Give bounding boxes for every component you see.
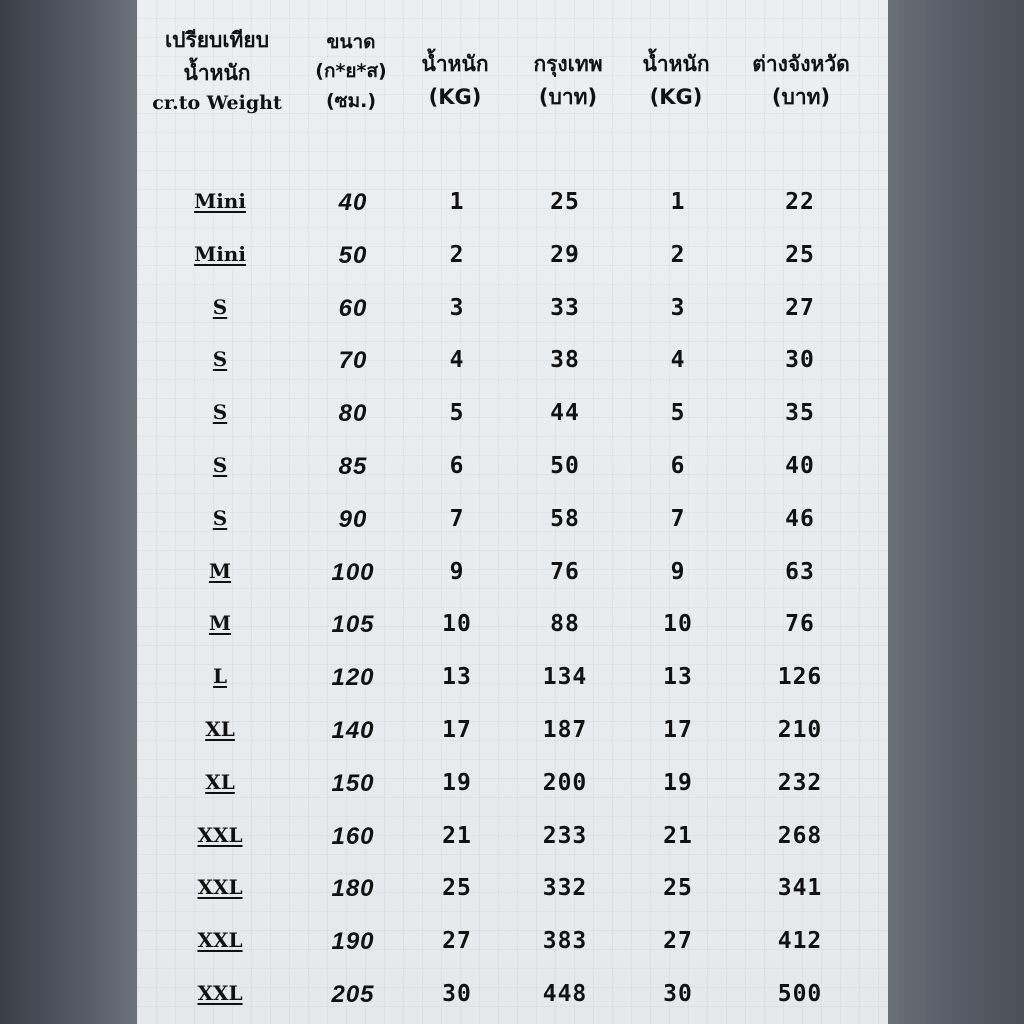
cell-dimension: 160 <box>331 823 375 850</box>
cell-price-bangkok: 25 <box>550 189 580 215</box>
cell-weight-bangkok: 10 <box>442 611 472 637</box>
header-price-bangkok-line1: กรุงเทพ <box>533 52 603 76</box>
cell-price-bangkok: 33 <box>550 295 580 321</box>
header-compare-weight-line1: เปรียบเทียบ <box>164 28 270 52</box>
cell-size-label: L <box>212 664 228 688</box>
cell-dimension: 105 <box>331 611 375 638</box>
cell-size-label: XXL <box>197 875 243 899</box>
cell-weight-province: 19 <box>663 770 693 796</box>
cell-dimension: 120 <box>331 664 375 691</box>
header-size-line3: (ซม.) <box>325 89 377 112</box>
cell-price-province: 268 <box>777 823 823 849</box>
cell-weight-province: 10 <box>663 611 693 637</box>
cell-price-bangkok: 332 <box>542 875 588 901</box>
cell-weight-province: 25 <box>663 875 693 901</box>
cell-size-label: Mini <box>194 242 246 266</box>
cell-price-bangkok: 44 <box>550 400 580 426</box>
cell-weight-bangkok: 5 <box>449 400 465 426</box>
cell-price-province: 341 <box>777 875 823 901</box>
cell-price-province: 25 <box>785 242 815 268</box>
cell-weight-province: 1 <box>670 189 686 215</box>
cell-weight-bangkok: 27 <box>442 928 472 954</box>
cell-price-province: 412 <box>777 928 823 954</box>
cell-weight-province: 3 <box>670 295 686 321</box>
price-table-sheet <box>137 0 888 1024</box>
header-price-bangkok <box>533 48 602 113</box>
cell-price-province: 46 <box>785 506 815 532</box>
cell-weight-province: 21 <box>663 823 693 849</box>
cell-weight-bangkok: 3 <box>449 295 465 321</box>
cell-weight-bangkok: 13 <box>442 664 472 690</box>
cell-price-province: 232 <box>777 770 823 796</box>
cell-dimension: 70 <box>338 347 368 374</box>
cell-price-bangkok: 187 <box>542 717 588 743</box>
cell-price-bangkok: 383 <box>542 928 588 954</box>
header-price-province-line1: ต่างจังหวัด <box>752 52 850 76</box>
cell-weight-bangkok: 17 <box>442 717 472 743</box>
cell-dimension: 90 <box>338 506 368 533</box>
header-size <box>315 28 386 116</box>
header-size-line1: ขนาด <box>326 31 376 53</box>
cell-weight-bangkok: 2 <box>449 242 465 268</box>
cell-size-label: XXL <box>197 981 243 1005</box>
cell-price-bangkok: 233 <box>542 823 588 849</box>
cell-weight-province: 13 <box>663 664 693 690</box>
cell-weight-province: 4 <box>670 347 686 373</box>
cell-weight-province: 27 <box>663 928 693 954</box>
cell-price-province: 27 <box>785 295 815 321</box>
cell-price-province: 35 <box>785 400 815 426</box>
cell-dimension: 40 <box>338 189 368 216</box>
cell-dimension: 140 <box>331 717 375 744</box>
cell-size-label: XL <box>205 770 235 794</box>
header-price-province-line2: (บาท) <box>771 84 831 109</box>
cell-price-bangkok: 38 <box>550 347 580 373</box>
cell-price-province: 126 <box>777 664 823 690</box>
background-left <box>0 0 137 1024</box>
cell-price-province: 210 <box>777 717 823 743</box>
header-weight-province <box>642 48 709 113</box>
header-compare-weight-line3: cr.to Weight <box>152 92 282 115</box>
cell-size-label: S <box>212 506 228 530</box>
cell-weight-bangkok: 4 <box>449 347 465 373</box>
cell-weight-bangkok: 30 <box>442 981 472 1007</box>
cell-weight-province: 9 <box>670 559 686 585</box>
header-weight-province-line2: (KG) <box>649 84 703 109</box>
header-price-province <box>752 48 850 113</box>
header-compare-weight <box>152 24 281 119</box>
cell-weight-province: 30 <box>663 981 693 1007</box>
header-weight-bangkok-line2: (KG) <box>428 84 482 109</box>
cell-price-bangkok: 200 <box>542 770 588 796</box>
cell-weight-province: 5 <box>670 400 686 426</box>
cell-price-province: 500 <box>777 981 823 1007</box>
cell-size-label: S <box>212 453 228 477</box>
header-weight-bangkok <box>421 48 488 113</box>
header-weight-bangkok-line1: น้ำหนัก <box>421 52 489 76</box>
background-right <box>888 0 1024 1024</box>
cell-price-bangkok: 50 <box>550 453 580 479</box>
cell-price-bangkok: 134 <box>542 664 588 690</box>
cell-price-bangkok: 58 <box>550 506 580 532</box>
cell-size-label: Mini <box>194 189 246 213</box>
cell-size-label: S <box>212 400 228 424</box>
cell-weight-province: 6 <box>670 453 686 479</box>
cell-size-label: S <box>212 295 228 319</box>
cell-dimension: 205 <box>331 981 375 1008</box>
cell-weight-province: 17 <box>663 717 693 743</box>
cell-size-label: XXL <box>197 928 243 952</box>
cell-price-province: 30 <box>785 347 815 373</box>
cell-weight-bangkok: 19 <box>442 770 472 796</box>
cell-dimension: 190 <box>331 928 375 955</box>
cell-size-label: M <box>208 559 232 583</box>
header-weight-province-line1: น้ำหนัก <box>642 52 710 76</box>
cell-dimension: 80 <box>338 400 368 427</box>
cell-size-label: XL <box>205 717 235 741</box>
cell-dimension: 50 <box>338 242 368 269</box>
cell-price-bangkok: 448 <box>542 981 588 1007</box>
header-size-line2: (ก*ย*ส) <box>315 60 387 83</box>
cell-dimension: 150 <box>331 770 375 797</box>
cell-size-label: S <box>212 347 228 371</box>
cell-weight-bangkok: 9 <box>449 559 465 585</box>
cell-price-province: 40 <box>785 453 815 479</box>
cell-dimension: 60 <box>338 295 368 322</box>
cell-weight-province: 7 <box>670 506 686 532</box>
cell-weight-bangkok: 1 <box>449 189 465 215</box>
cell-price-province: 22 <box>785 189 815 215</box>
cell-price-bangkok: 76 <box>550 559 580 585</box>
cell-weight-bangkok: 21 <box>442 823 472 849</box>
header-price-bangkok-line2: (บาท) <box>538 84 598 109</box>
cell-weight-bangkok: 7 <box>449 506 465 532</box>
cell-size-label: XXL <box>197 823 243 847</box>
cell-price-province: 63 <box>785 559 815 585</box>
cell-dimension: 180 <box>331 875 375 902</box>
cell-price-province: 76 <box>785 611 815 637</box>
cell-price-bangkok: 88 <box>550 611 580 637</box>
cell-price-bangkok: 29 <box>550 242 580 268</box>
cell-weight-bangkok: 25 <box>442 875 472 901</box>
header-compare-weight-line2: น้ำหนัก <box>183 60 251 85</box>
cell-dimension: 100 <box>331 559 375 586</box>
cell-weight-bangkok: 6 <box>449 453 465 479</box>
cell-weight-province: 2 <box>670 242 686 268</box>
cell-size-label: M <box>208 611 232 635</box>
cell-dimension: 85 <box>338 453 368 480</box>
